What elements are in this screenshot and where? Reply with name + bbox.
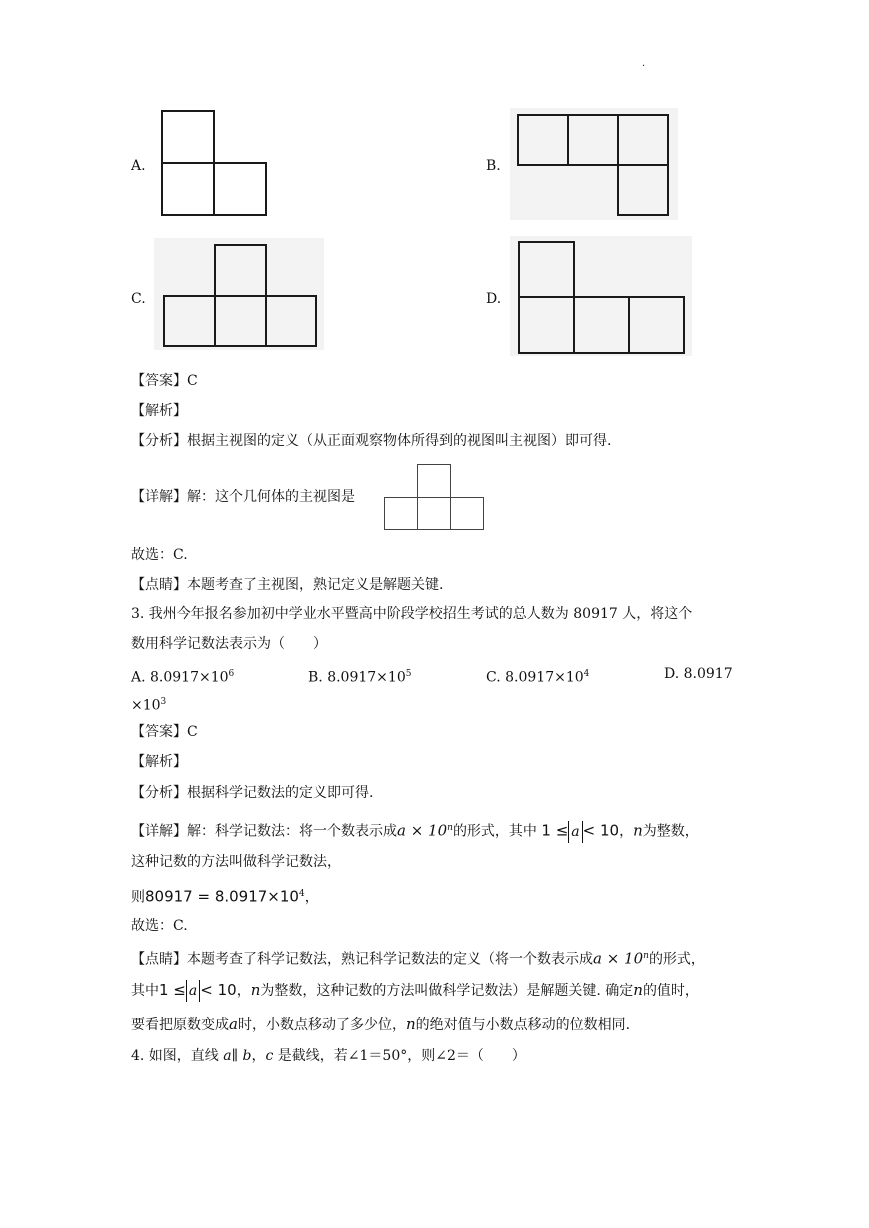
- q3-eq: 80917 = 8.0917×10: [145, 887, 299, 906]
- q3-comment-3b: 时，小数点移动了多少位，: [237, 1017, 406, 1033]
- option-d-label: D.: [486, 291, 502, 307]
- q3-comment-math-n: n: [250, 981, 261, 999]
- option-b-label: B.: [486, 158, 501, 174]
- q3-option-b-exp: 5: [405, 669, 412, 679]
- q4-stem-a: 4. 如图，直线: [131, 1048, 219, 1064]
- q3-math-n: n: [633, 821, 643, 840]
- q3-comment-1a: 【点睛】本题考查了科学记数法，熟记科学记数法的定义（将一个数表示成: [131, 951, 593, 968]
- q3-comment-line3: [131, 1014, 630, 1035]
- q3-math-1le: 1 ≤: [541, 821, 569, 840]
- q4-stem-c: c: [265, 1048, 274, 1064]
- q3-eq-exp: 4: [298, 889, 305, 899]
- option-d-figure: [518, 241, 685, 354]
- q3-math-a10n: a × 10: [397, 821, 448, 840]
- square: [517, 114, 569, 166]
- q3-stem-line2: 数用科学记数法表示为（ ）: [131, 636, 327, 652]
- q3-comment-3c: 的绝对值与小数点移动的位数相同.: [415, 1017, 631, 1033]
- option-c-label: C.: [131, 291, 146, 307]
- square: [213, 162, 267, 216]
- q3-comment-1b: 的形式，: [648, 951, 705, 968]
- q3-comment-math-n3: n: [405, 1015, 416, 1033]
- q3-option-d: D. 8.0917: [664, 666, 733, 682]
- q3-math-abs-a: a: [568, 821, 582, 843]
- q3-math-n-exp: n: [447, 823, 453, 833]
- q2-choose: 故选：C.: [131, 547, 188, 563]
- q3-comment-2c: 的值时，: [642, 983, 699, 999]
- option-b-figure: [517, 114, 669, 216]
- q4-stem-ab: a∥ b: [223, 1048, 252, 1064]
- square: [567, 114, 619, 166]
- q3-detail-line1: 【详解】解：科学记数法：将一个数表示成$a \times 10^n$的形式，其中 1 ≤ a < 10，n为整数，: [131, 816, 699, 844]
- square: [214, 295, 267, 347]
- square: [161, 110, 215, 164]
- option-a-label: A.: [131, 158, 146, 174]
- q3-option-d-exp: 3: [160, 697, 167, 707]
- q3-comment-math-lt10: < 10: [200, 981, 237, 999]
- option-a-figure: [161, 110, 267, 216]
- q3-detail-text-c: 为整数，: [642, 823, 699, 840]
- q4-stem-b: ，: [251, 1048, 266, 1064]
- q3-comment-math-a2: a: [229, 1015, 238, 1033]
- q3-detail-text-b: 的形式，其中: [452, 823, 537, 840]
- square: [628, 296, 685, 354]
- square: [265, 295, 317, 347]
- square: [617, 164, 669, 216]
- q3-option-c-text: C. 8.0917×10: [486, 669, 584, 686]
- q3-comment-math-abs-a: a: [186, 980, 200, 1002]
- q3-math-lt10: < 10: [582, 821, 620, 840]
- square: [518, 241, 575, 298]
- q3-option-a: [131, 664, 234, 688]
- q3-option-b: [308, 664, 411, 688]
- q3-comment-2a: 其中: [131, 983, 159, 999]
- q3-option-c: [486, 664, 589, 688]
- q3-option-d-cont: [131, 692, 166, 716]
- square: [161, 162, 215, 216]
- q3-detail-line2: 这种记数的方法叫做科学记数法，: [131, 854, 341, 870]
- square: [384, 497, 418, 530]
- page-marker: .: [642, 58, 646, 69]
- square: [573, 296, 630, 354]
- square: [417, 464, 451, 498]
- option-c-figure: [163, 244, 317, 346]
- q3-answer: 【答案】C: [131, 724, 198, 740]
- q3-comment-3a: 要看把原数变成: [131, 1017, 229, 1033]
- square: [450, 497, 484, 530]
- q3-comment-math-1le: 1 ≤: [159, 981, 186, 999]
- q2-answer: 【答案】C: [131, 373, 198, 389]
- q3-choose: 故选：C.: [131, 918, 188, 934]
- q3-comment-line2: 其中1 ≤ a < 10，n为整数，这种记数的方法叫做科学记数法）是解题关键. 确定n的值时，: [131, 978, 699, 1003]
- q3-ze: 则: [131, 889, 145, 906]
- q2-fenxi: 【分析】根据主视图的定义（从正面观察物体所得到的视图叫主视图）即可得.: [131, 433, 612, 449]
- q3-comment-math-n-exp: n: [643, 951, 649, 961]
- q2-comment: 【点睛】本题考查了主视图，熟记定义是解题关键.: [131, 577, 444, 593]
- square: [518, 296, 575, 354]
- q4-stem: [131, 1046, 526, 1066]
- q3-option-a-text: A. 8.0917×10: [131, 669, 229, 686]
- q3-option-b-text: B. 8.0917×10: [308, 669, 406, 686]
- q3-comment-math-n2: n: [633, 981, 643, 999]
- q3-comment-line1: [131, 946, 705, 970]
- q3-comment-math-a10n: a × 10: [593, 949, 644, 968]
- q2-detail: 【详解】解：这个几何体的主视图是: [131, 489, 355, 505]
- q3-equation: [131, 884, 319, 908]
- q3-comment-2b: 为整数，这种记数的方法叫做科学记数法）是解题关键. 确定: [260, 983, 634, 999]
- square: [417, 497, 451, 530]
- square: [163, 295, 216, 347]
- q3-detail-text-a: 【详解】解：科学记数法：将一个数表示成: [131, 823, 397, 840]
- q2-analysis-head: 【解析】: [131, 403, 187, 419]
- q4-stem-d: 是截线，若∠1＝50°，则∠2＝（ ）: [277, 1048, 526, 1064]
- q3-option-c-exp: 4: [583, 669, 590, 679]
- q3-eq-tail: ，: [304, 889, 319, 906]
- q2-front-view-figure: [384, 464, 484, 530]
- q3-stem-line1: 3. 我州今年报名参加初中学业水平暨高中阶段学校招生考试的总人数为 80917 人，将这个: [131, 606, 693, 622]
- q3-analysis-head: 【解析】: [131, 754, 187, 770]
- square: [214, 244, 267, 297]
- q3-option-a-exp: 6: [228, 669, 235, 679]
- square: [617, 114, 669, 166]
- q3-fenxi: 【分析】根据科学记数法的定义即可得.: [131, 785, 374, 801]
- q3-option-d-text: ×10: [131, 697, 161, 714]
